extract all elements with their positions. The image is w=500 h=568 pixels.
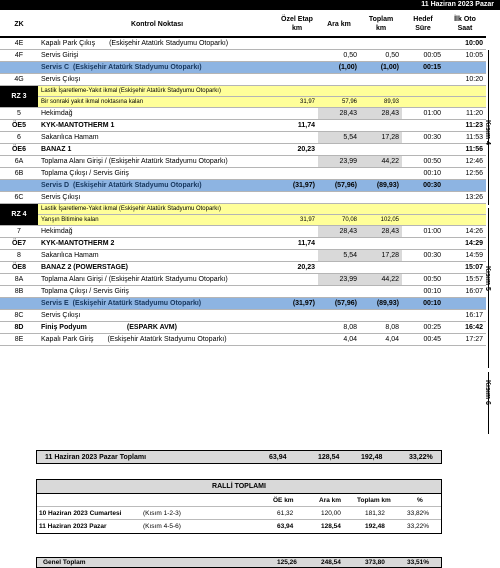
row-toplam bbox=[360, 286, 402, 298]
row-ozel bbox=[276, 286, 318, 298]
row-ilk: 10:05 bbox=[444, 50, 486, 62]
row-ozel bbox=[276, 334, 318, 346]
ralli-row-ara: 120,00 bbox=[321, 510, 341, 517]
kisim-5-label: Kısım 5 bbox=[484, 266, 491, 291]
refuel-zone-row bbox=[0, 204, 486, 215]
row-name bbox=[38, 262, 276, 274]
row-toplam bbox=[360, 144, 402, 156]
row-ozel: 11,74 bbox=[276, 120, 318, 132]
genel-toplam: 373,80 bbox=[365, 559, 385, 566]
service-row bbox=[0, 298, 486, 310]
row-toplam bbox=[360, 238, 402, 250]
row-name bbox=[38, 132, 276, 144]
row-toplam bbox=[360, 192, 402, 204]
row-ilk: 16:42 bbox=[444, 322, 486, 334]
row-hedef: 00:50 bbox=[402, 274, 444, 286]
refuel-zone-ara: 57,96 bbox=[318, 97, 360, 108]
row-name-text: Sakarılıca Hamam bbox=[41, 252, 99, 259]
genel-pct: 33,51% bbox=[407, 559, 430, 566]
row-toplam: 28,43 bbox=[360, 226, 402, 238]
row-name-text: KYK-MANTOTHERM 1 bbox=[41, 122, 115, 129]
row-ozel bbox=[276, 37, 318, 50]
refuel-zone-title: Lastik İşaretleme-Yakıt ikmal (Eskişehir Atatürk Stadyumu Otoparkı) bbox=[38, 86, 486, 97]
control-row bbox=[0, 250, 486, 262]
refuel-zone-remaining-row bbox=[0, 97, 486, 108]
row-name-text: Servis E bbox=[41, 300, 69, 307]
col-name: Kontrol Noktası bbox=[38, 12, 276, 37]
row-name bbox=[38, 334, 276, 346]
row-ara: 28,43 bbox=[318, 108, 360, 120]
ralli-row-label: 11 Haziran 2023 Pazar bbox=[39, 523, 107, 530]
row-name-text: Servis Çıkışı bbox=[41, 312, 81, 319]
genel-ara: 248,54 bbox=[321, 559, 341, 566]
row-name bbox=[38, 180, 276, 192]
control-row bbox=[0, 156, 486, 168]
row-hedef bbox=[402, 120, 444, 132]
row-ozel bbox=[276, 274, 318, 286]
row-ilk: 11:53 bbox=[444, 132, 486, 144]
ralli-row-toplam: 192,48 bbox=[365, 523, 385, 530]
row-name-text: Toplama Çıkışı / Servis Giriş bbox=[41, 170, 129, 177]
row-hedef: 00:10 bbox=[402, 168, 444, 180]
refuel-zone-empty bbox=[444, 215, 486, 226]
row-name bbox=[38, 120, 276, 132]
row-name bbox=[38, 74, 276, 86]
row-name-text: Toplama Alanı Girişi / (Eskişehir Atatürk Stadyumu Otoparkı) bbox=[41, 158, 228, 165]
control-row bbox=[0, 334, 486, 346]
row-ozel: (31,97) bbox=[276, 180, 318, 192]
row-zk: ÖE8 bbox=[0, 262, 38, 274]
summary-ara: 128,54 bbox=[318, 454, 340, 461]
row-ozel bbox=[276, 226, 318, 238]
row-name bbox=[38, 108, 276, 120]
row-name-text: Toplama Alanı Girişi / (Eskişehir Atatürk Stadyumu Otoparkı) bbox=[41, 276, 228, 283]
genel-oe: 125,26 bbox=[277, 559, 297, 566]
ralli-title: RALLİ TOPLAMI bbox=[37, 480, 441, 494]
col-toplam: Toplam km bbox=[360, 12, 402, 37]
col-ara: Ara km bbox=[318, 12, 360, 37]
row-zk: ÖE6 bbox=[0, 144, 38, 156]
control-row bbox=[0, 286, 486, 298]
row-name-text: BANAZ 2 (POWERSTAGE) bbox=[41, 264, 128, 271]
special-stage-row bbox=[0, 238, 486, 250]
control-row bbox=[0, 168, 486, 180]
refuel-zone-empty bbox=[444, 97, 486, 108]
row-ara: 23,99 bbox=[318, 156, 360, 168]
row-ozel bbox=[276, 62, 318, 74]
row-zk: ÖE5 bbox=[0, 120, 38, 132]
row-ilk: 10:20 bbox=[444, 74, 486, 86]
row-name-text: Servis C bbox=[41, 64, 70, 71]
kisim-4-label: Kısım 4 bbox=[484, 120, 491, 145]
row-toplam bbox=[360, 74, 402, 86]
row-hedef: 00:50 bbox=[402, 156, 444, 168]
row-location: (Eskişehir Atatürk Stadyumu Otoparkı) bbox=[109, 40, 229, 47]
row-zk: 8D bbox=[0, 322, 38, 334]
row-ara bbox=[318, 286, 360, 298]
ralli-row bbox=[37, 507, 441, 520]
row-ilk: 16:17 bbox=[444, 310, 486, 322]
ralli-row-toplam: 181,32 bbox=[365, 510, 385, 517]
col-hedef: Hedef Süre bbox=[402, 12, 444, 37]
row-name bbox=[38, 286, 276, 298]
row-hedef bbox=[402, 238, 444, 250]
refuel-zone-title: Lastik İşaretleme-Yakıt ikmal (Eskişehir Atatürk Stadyumu Otoparkı) bbox=[38, 204, 486, 215]
row-hedef bbox=[402, 310, 444, 322]
refuel-zone-remaining-label: Bir sonraki yakıt ikmal noktasına kalan bbox=[38, 97, 276, 108]
row-zk: 4E bbox=[0, 37, 38, 50]
row-name bbox=[38, 168, 276, 180]
refuel-zone-remaining-row bbox=[0, 215, 486, 226]
row-name bbox=[38, 144, 276, 156]
row-hedef bbox=[402, 192, 444, 204]
row-name bbox=[38, 322, 276, 334]
row-zk: 4F bbox=[0, 50, 38, 62]
summary-pct: 33,22% bbox=[409, 454, 433, 461]
row-ilk: 14:26 bbox=[444, 226, 486, 238]
special-stage-row bbox=[0, 262, 486, 274]
row-hedef: 00:10 bbox=[402, 298, 444, 310]
row-ozel: 20,23 bbox=[276, 144, 318, 156]
row-ozel bbox=[276, 132, 318, 144]
row-ilk: 10:00 bbox=[444, 37, 486, 50]
row-name-text: Servis Çıkışı bbox=[41, 76, 81, 83]
row-name bbox=[38, 50, 276, 62]
date-header: 11 Haziran 2023 Pazar bbox=[0, 0, 500, 10]
row-zk: 8 bbox=[0, 250, 38, 262]
row-toplam bbox=[360, 310, 402, 322]
row-toplam: (89,93) bbox=[360, 180, 402, 192]
row-zk: 6A bbox=[0, 156, 38, 168]
row-zk bbox=[0, 62, 38, 74]
row-ara: (57,96) bbox=[318, 298, 360, 310]
control-row bbox=[0, 274, 486, 286]
row-toplam: 0,50 bbox=[360, 50, 402, 62]
row-ara: 5,54 bbox=[318, 132, 360, 144]
row-ara: 5,54 bbox=[318, 250, 360, 262]
refuel-zone-toplam: 89,93 bbox=[360, 97, 402, 108]
row-zk: 8A bbox=[0, 274, 38, 286]
row-name-text: BANAZ 1 bbox=[41, 146, 72, 153]
row-hedef: 00:30 bbox=[402, 132, 444, 144]
row-ilk: 17:27 bbox=[444, 334, 486, 346]
row-hedef: 01:00 bbox=[402, 226, 444, 238]
ralli-head-ara: Ara km bbox=[319, 497, 342, 504]
control-row bbox=[0, 322, 486, 334]
row-location: (Eskişehir Atatürk Stadyumu Otoparkı) bbox=[107, 336, 227, 343]
ralli-head-oe: ÖE km bbox=[273, 497, 294, 504]
row-hedef: 00:15 bbox=[402, 62, 444, 74]
row-location: (ESPARK AVM) bbox=[126, 324, 177, 331]
row-name-text: Toplama Çıkışı / Servis Giriş bbox=[41, 288, 129, 295]
row-hedef: 00:30 bbox=[402, 180, 444, 192]
row-ozel bbox=[276, 250, 318, 262]
control-row bbox=[0, 192, 486, 204]
col-ozel: Özel Etap km bbox=[276, 12, 318, 37]
row-hedef bbox=[402, 37, 444, 50]
row-toplam bbox=[360, 120, 402, 132]
row-name bbox=[38, 274, 276, 286]
row-name-text: Servis Çıkışı bbox=[41, 194, 81, 201]
row-hedef: 00:25 bbox=[402, 322, 444, 334]
row-ozel bbox=[276, 322, 318, 334]
row-toplam: 8,08 bbox=[360, 322, 402, 334]
row-ilk: 13:26 bbox=[444, 192, 486, 204]
row-name-text: Kapalı Park Giriş bbox=[41, 336, 94, 343]
row-name-text: Servis D bbox=[41, 182, 70, 189]
refuel-zone-row bbox=[0, 86, 486, 97]
row-hedef: 01:00 bbox=[402, 108, 444, 120]
row-ara: 28,43 bbox=[318, 226, 360, 238]
row-ilk bbox=[444, 62, 486, 74]
row-ara bbox=[318, 310, 360, 322]
refuel-zone-ara: 70,08 bbox=[318, 215, 360, 226]
summary-label: 11 Haziran 2023 Pazar Toplamı bbox=[45, 454, 147, 461]
row-toplam: 17,28 bbox=[360, 250, 402, 262]
ralli-row-oe: 63,94 bbox=[277, 523, 294, 530]
ralli-row-oe: 61,32 bbox=[277, 510, 294, 517]
control-row bbox=[0, 108, 486, 120]
row-ilk: 14:59 bbox=[444, 250, 486, 262]
row-toplam: (89,93) bbox=[360, 298, 402, 310]
row-hedef bbox=[402, 74, 444, 86]
row-ara bbox=[318, 192, 360, 204]
ralli-totals bbox=[36, 479, 442, 534]
row-ozel bbox=[276, 50, 318, 62]
row-hedef: 00:05 bbox=[402, 50, 444, 62]
row-ilk bbox=[444, 180, 486, 192]
row-location: (Eskişehir Atatürk Stadyumu Otoparkı) bbox=[72, 300, 202, 307]
ralli-head-row bbox=[37, 494, 441, 507]
row-name-text: Hekimdağ bbox=[41, 110, 73, 117]
row-zk: 8E bbox=[0, 334, 38, 346]
ralli-row-label: 10 Haziran 2023 Cumartesi bbox=[39, 510, 122, 517]
row-name bbox=[38, 226, 276, 238]
row-name-text: Finiş Podyum bbox=[41, 324, 87, 331]
row-ozel bbox=[276, 310, 318, 322]
col-zk: ZK bbox=[0, 12, 38, 37]
row-toplam: (1,00) bbox=[360, 62, 402, 74]
service-row bbox=[0, 180, 486, 192]
row-ozel: 11,74 bbox=[276, 238, 318, 250]
ralli-row-pct: 33,82% bbox=[407, 510, 430, 517]
row-ara bbox=[318, 74, 360, 86]
summary-ozel: 63,94 bbox=[269, 454, 287, 461]
refuel-zone-empty bbox=[402, 97, 444, 108]
row-hedef: 00:30 bbox=[402, 250, 444, 262]
service-row bbox=[0, 62, 486, 74]
row-ilk bbox=[444, 298, 486, 310]
ralli-head-pct: % bbox=[417, 497, 423, 504]
row-name-text: Servis Girişi bbox=[41, 52, 79, 59]
refuel-zone-ozel: 31,97 bbox=[276, 215, 318, 226]
row-ara bbox=[318, 120, 360, 132]
control-row bbox=[0, 37, 486, 50]
row-ilk: 15:57 bbox=[444, 274, 486, 286]
control-row bbox=[0, 74, 486, 86]
row-zk: 6B bbox=[0, 168, 38, 180]
row-name bbox=[38, 62, 276, 74]
row-name bbox=[38, 156, 276, 168]
row-ara bbox=[318, 37, 360, 50]
row-ilk: 14:29 bbox=[444, 238, 486, 250]
ralli-row bbox=[37, 520, 441, 533]
row-zk: 8C bbox=[0, 310, 38, 322]
row-ilk: 11:56 bbox=[444, 144, 486, 156]
row-ara: (57,96) bbox=[318, 180, 360, 192]
row-name bbox=[38, 192, 276, 204]
row-location: (Eskişehir Atatürk Stadyumu Otoparkı) bbox=[73, 182, 202, 189]
row-toplam: 44,22 bbox=[360, 274, 402, 286]
row-zk: ÖE7 bbox=[0, 238, 38, 250]
ralli-head-toplam: Toplam km bbox=[357, 497, 391, 504]
row-ara: 8,08 bbox=[318, 322, 360, 334]
row-zk: 6C bbox=[0, 192, 38, 204]
special-stage-row bbox=[0, 144, 486, 156]
row-ara bbox=[318, 144, 360, 156]
row-hedef bbox=[402, 144, 444, 156]
control-row bbox=[0, 310, 486, 322]
row-name bbox=[38, 37, 276, 50]
row-zk: 8B bbox=[0, 286, 38, 298]
row-ilk: 12:46 bbox=[444, 156, 486, 168]
refuel-zone-remaining-label: Yarışın Bitimine kalan bbox=[38, 215, 276, 226]
row-ozel bbox=[276, 192, 318, 204]
row-name-text: Kapalı Park Çıkış bbox=[41, 40, 96, 47]
row-zk: 6 bbox=[0, 132, 38, 144]
row-ozel bbox=[276, 108, 318, 120]
row-zk bbox=[0, 298, 38, 310]
refuel-zone-ozel: 31,97 bbox=[276, 97, 318, 108]
col-ilk: İlk Oto Saat bbox=[444, 12, 486, 37]
row-name bbox=[38, 250, 276, 262]
row-toplam: 44,22 bbox=[360, 156, 402, 168]
control-row bbox=[0, 50, 486, 62]
row-ara bbox=[318, 238, 360, 250]
ralli-row-note: (Kısım 1-2-3) bbox=[143, 510, 181, 517]
row-ilk: 15:07 bbox=[444, 262, 486, 274]
row-ilk: 11:23 bbox=[444, 120, 486, 132]
control-row bbox=[0, 132, 486, 144]
row-name bbox=[38, 310, 276, 322]
row-name-text: Hekimdağ bbox=[41, 228, 73, 235]
refuel-zone-empty bbox=[402, 215, 444, 226]
row-name-text: KYK-MANTOTHERM 2 bbox=[41, 240, 115, 247]
row-toplam bbox=[360, 168, 402, 180]
row-name-text: Sakarılıca Hamam bbox=[41, 134, 99, 141]
row-ilk: 11:20 bbox=[444, 108, 486, 120]
row-toplam: 4,04 bbox=[360, 334, 402, 346]
kisim-6-marker bbox=[484, 372, 500, 434]
row-ozel: (31,97) bbox=[276, 298, 318, 310]
row-ilk: 12:56 bbox=[444, 168, 486, 180]
row-ara: 4,04 bbox=[318, 334, 360, 346]
row-zk bbox=[0, 180, 38, 192]
kisim-4-marker bbox=[484, 50, 500, 205]
kisim-6-label: Kısım 6 bbox=[484, 380, 491, 405]
row-ilk: 16:07 bbox=[444, 286, 486, 298]
ralli-row-pct: 33,22% bbox=[407, 523, 430, 530]
row-toplam bbox=[360, 262, 402, 274]
refuel-zone-id: RZ 3 bbox=[0, 86, 38, 108]
row-zk: 7 bbox=[0, 226, 38, 238]
row-ozel: 20,23 bbox=[276, 262, 318, 274]
grand-total bbox=[36, 557, 442, 568]
table-header-row bbox=[0, 12, 486, 37]
row-toplam: 17,28 bbox=[360, 132, 402, 144]
special-stage-row bbox=[0, 120, 486, 132]
genel-label: Genel Toplam bbox=[43, 559, 86, 566]
row-ara: 0,50 bbox=[318, 50, 360, 62]
row-ara: (1,00) bbox=[318, 62, 360, 74]
ralli-row-note: (Kısım 4-5-6) bbox=[143, 523, 181, 530]
schedule-table bbox=[0, 12, 486, 346]
row-hedef: 00:10 bbox=[402, 286, 444, 298]
ralli-row-ara: 128,54 bbox=[321, 523, 341, 530]
control-row bbox=[0, 226, 486, 238]
row-hedef: 00:45 bbox=[402, 334, 444, 346]
row-hedef bbox=[402, 262, 444, 274]
row-name bbox=[38, 238, 276, 250]
row-ozel bbox=[276, 74, 318, 86]
row-name bbox=[38, 298, 276, 310]
row-location: (Eskişehir Atatürk Stadyumu Otoparkı) bbox=[73, 64, 202, 71]
refuel-zone-toplam: 102,05 bbox=[360, 215, 402, 226]
row-ozel bbox=[276, 156, 318, 168]
kisim-5-marker bbox=[484, 208, 500, 368]
row-ara bbox=[318, 168, 360, 180]
row-zk: 5 bbox=[0, 108, 38, 120]
day-summary bbox=[36, 450, 442, 464]
row-toplam bbox=[360, 37, 402, 50]
row-toplam: 28,43 bbox=[360, 108, 402, 120]
row-ozel bbox=[276, 168, 318, 180]
summary-toplam: 192,48 bbox=[361, 454, 383, 461]
row-zk: 4G bbox=[0, 74, 38, 86]
refuel-zone-id: RZ 4 bbox=[0, 204, 38, 226]
row-ara bbox=[318, 262, 360, 274]
row-ara: 23,99 bbox=[318, 274, 360, 286]
